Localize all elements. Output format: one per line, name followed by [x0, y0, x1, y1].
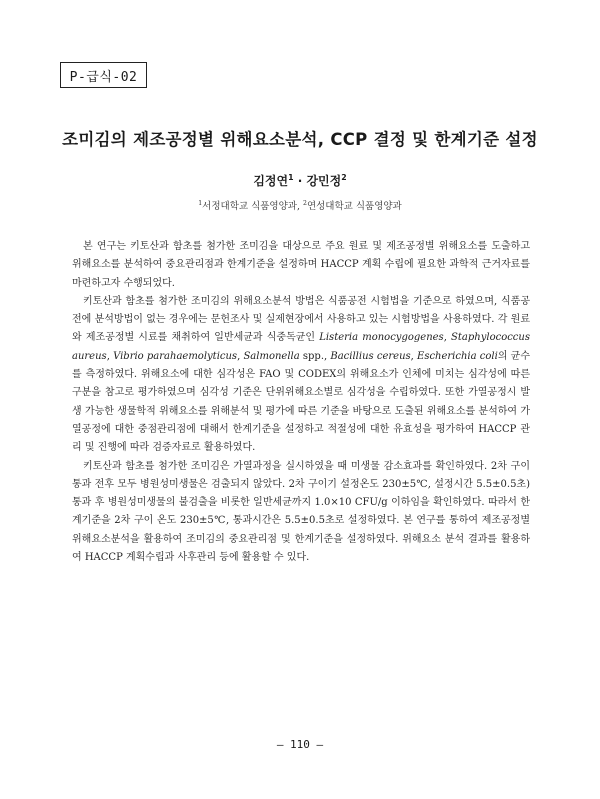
paragraph-text: 의 균수를 측정하였다. 위해요소에 대한 심각성은 FAO 및 CODEX의 위해요소가 인체에 미치는 심각성에 따른 구분을 참고로 평가하였으며 심각성 기준은 단위위해요소별로 심각성을 수립하였다. 또한 가열공정시 발생 가능한 생물학적 위해요소를 위해분석 및 평가에 따른 기준을 바탕으로 도출된 위해요소를 분석하여 가열공정에 대한 중점관리점에 대해서 한계기준을 설정하고 적절성에 대한 유효성을 평가하여 HACCP 관리 및 진행에 따라 검증자료로 활용하였다. — [72, 350, 530, 454]
affiliation-text: 서정대학교 식품영양과 — [202, 201, 297, 212]
author-sup: 1 — [288, 173, 294, 182]
paragraph-text: , — [237, 350, 244, 362]
paragraph — [72, 293, 530, 458]
affiliations — [0, 198, 600, 212]
paragraph-text: 키토산과 함초를 첨가한 조미김의 위해요소분석 방법은 식품공전 시험법을 기준으로 하였으며, 식품공전에 분석방법이 없는 경우에는 문헌조사 및 실제현장에서 사용하고 있는 시험방법을 사용하였다. 각 원료와 제조공정별 시료를 채취하여 일반세균과 식중독균인 — [72, 295, 530, 344]
paragraph — [72, 458, 530, 568]
species-name: Bacillius cereus — [330, 350, 411, 362]
species-name: Vibrio parahaemolyticus — [113, 350, 238, 362]
paragraph-text: 본 연구는 키토산과 함초를 첨가한 조미김을 대상으로 주요 원료 및 제조공정별 위해요소를 도출하고 위해요소를 분석하여 중요관리점과 한계기준을 설정하며 HACCP 계획 수립에 필요한 과학적 근거자료를 마련하고자 수행되었다. — [72, 241, 530, 289]
author-name: 김정연 — [253, 174, 289, 188]
authors — [0, 172, 600, 189]
session-tag: P-급식-02 — [60, 62, 147, 88]
page-number: – 110 – — [276, 738, 324, 751]
affiliation-sup: 2 — [303, 199, 307, 207]
species-name: Staphylococcus aureus — [72, 332, 530, 362]
paragraph-text: , — [410, 350, 418, 362]
species-name: Salmonella — [243, 350, 300, 362]
paper-title: 조미김의 제조공정별 위해요소분석, CCP 결정 및 한계기준 설정 — [62, 130, 538, 149]
abstract-body — [72, 238, 530, 567]
paragraph — [72, 238, 530, 293]
author-sup: 2 — [341, 173, 347, 182]
affiliation-text: 연성대학교 식품영양과 — [306, 201, 402, 212]
species-name: Listeria monocygogenes — [319, 332, 444, 344]
paragraph-text: , — [106, 350, 114, 362]
paragraph-text: 키토산과 함초를 첨가한 조미김은 가열과정을 실시하였을 때 미생물 감소효과를 확인하였다. 2차 구이통과 전후 모두 병원성미생물은 검출되지 않았다. 2차 구이기 설정온도 230±5℃, 설정시간 5.5±0.5초) 통과 후 병원성미생물의 불검출을 비롯한 일반세균까지 1.0×10 CFU/g 이하임을 확인하였다. 따라서 한계기준을 2차 구이 온도 230±5℃, 통과시간은 5.5±0.5초로 설정하였다. 본 연구를 통하여 제조공정별 위해요소분석을 활용하여 조미김의 중요관리점 및 한계기준을 설정하였다. 위해요소 분석 결과를 활용하여 HACCP 계획수립과 사후관리 등에 활용할 수 있다. — [72, 460, 530, 564]
affiliation-separator: , — [296, 201, 304, 212]
affiliation-sup: 1 — [198, 199, 203, 207]
paragraph-text: , — [443, 332, 452, 344]
paragraph-text: spp., — [299, 350, 331, 362]
author-name: 강민정 — [306, 174, 342, 188]
species-name: Escherichia coli — [417, 350, 498, 362]
author-separator: · — [293, 174, 307, 188]
